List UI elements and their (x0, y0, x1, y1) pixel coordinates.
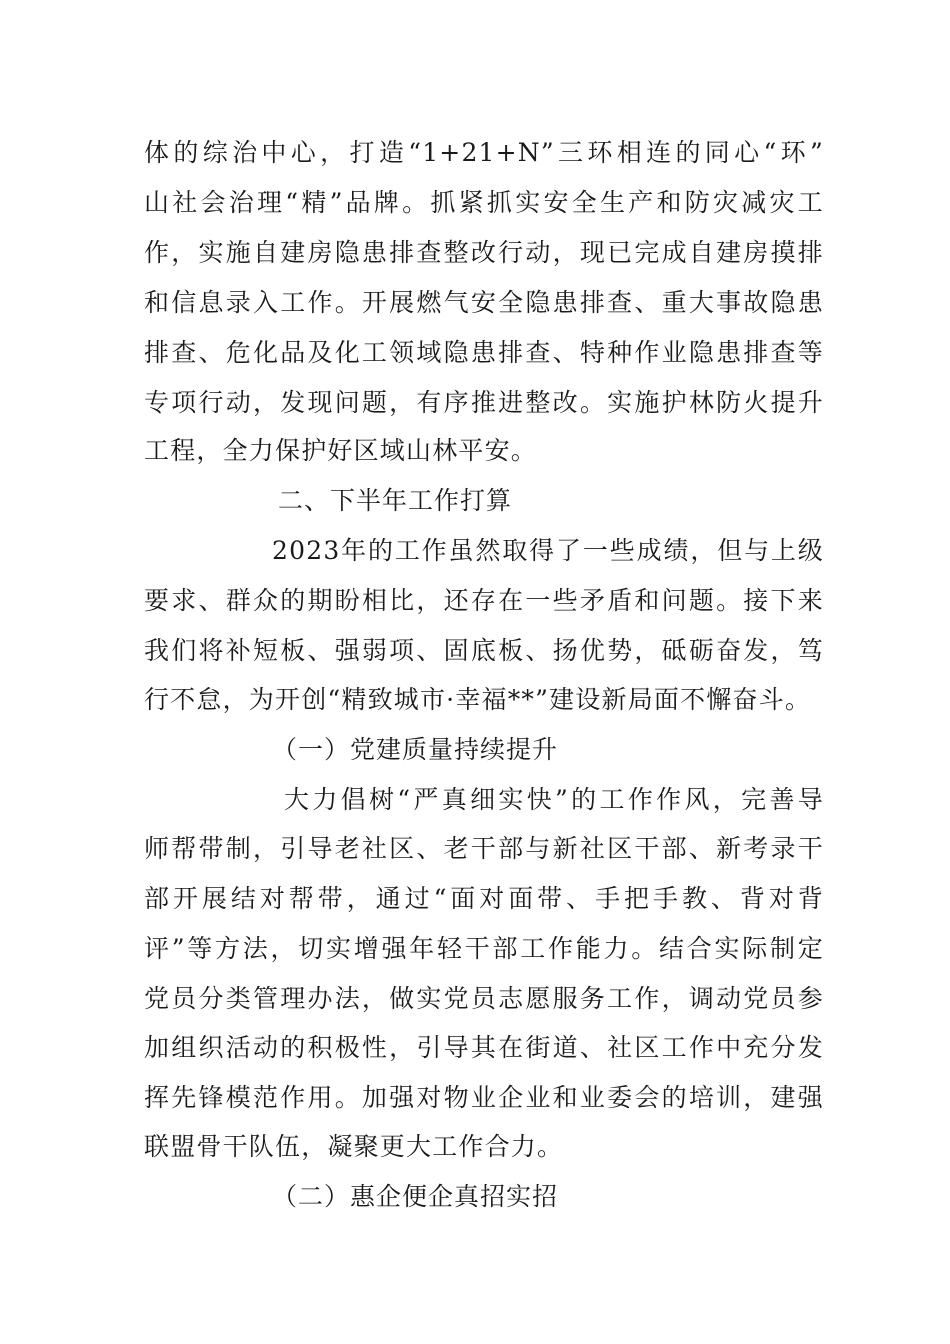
paragraph-line: 作，实施自建房隐患排查整改行动，现已完成自建房摸排 (144, 238, 824, 267)
subsection-heading: （二）惠企便企真招实招 (272, 1182, 559, 1211)
paragraph-line: 工程，全力保护好区域山林平安。 (144, 436, 538, 465)
paragraph-line: 部开展结对帮带，通过“面对面带、手把手教、背对背 (144, 884, 824, 913)
paragraph-line: 联盟骨干队伍，凝聚更大工作合力。 (144, 1132, 564, 1161)
paragraph-line: 我们将补短板、强弱项、固底板、扬优势，砥砺奋发，笃 (144, 636, 824, 665)
paragraph-line: 2023年的工作虽然取得了一些成绩，但与上级 (272, 536, 824, 565)
section-heading: 二、下半年工作打算 (278, 486, 513, 515)
paragraph-line: 挥先锋模范作用。加强对物业企业和业委会的培训，建强 (144, 1083, 824, 1112)
paragraph-line: 和信息录入工作。开展燃气安全隐患排查、重大事故隐患 (144, 288, 824, 317)
subsection-heading: （一）党建质量持续提升 (272, 735, 559, 764)
paragraph-line: 大力倡树“严真细实快”的工作作风，完善导 (284, 785, 824, 814)
paragraph-line: 加组织活动的积极性，引导其在街道、社区工作中充分发 (144, 1033, 824, 1062)
paragraph-line: 体的综治中心，打造“1+21+N”三环相连的同心“环” (144, 138, 824, 167)
paragraph-line: 党员分类管理办法，做实党员志愿服务工作，调动党员参 (144, 984, 824, 1013)
paragraph-line: 要求、群众的期盼相比，还存在一些矛盾和问题。接下来 (144, 586, 824, 615)
paragraph-line: 师帮带制，引导老社区、老干部与新社区干部、新考录干 (144, 834, 824, 863)
paragraph-line: 评”等方法，切实增强年轻干部工作能力。结合实际制定 (144, 934, 824, 963)
paragraph-line: 行不怠，为开创“精致城市·幸福**”建设新局面不懈奋斗。 (144, 685, 812, 714)
paragraph-line: 专项行动，发现问题，有序推进整改。实施护林防火提升 (144, 388, 824, 417)
paragraph-line: 排查、危化品及化工领域隐患排查、特种作业隐患排查等 (144, 338, 824, 367)
paragraph-line: 山社会治理“精”品牌。抓紧抓实安全生产和防灾减灾工 (144, 188, 824, 217)
